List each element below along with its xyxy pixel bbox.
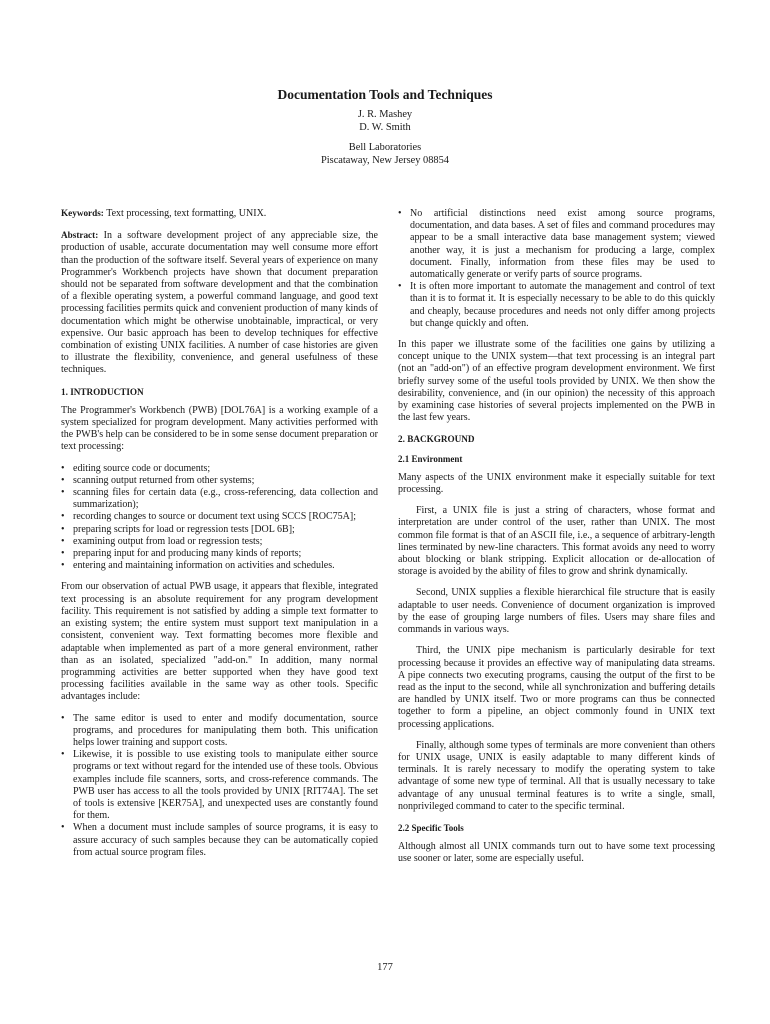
author-name: J. R. Mashey bbox=[357, 109, 413, 120]
right-column bbox=[398, 208, 715, 875]
list-item: • preparing input for and producing many kinds of reports; bbox=[61, 548, 378, 560]
subsection-heading-environment: 2.1 Environment bbox=[398, 453, 463, 464]
list-item: • editing source code or documents; bbox=[61, 463, 378, 475]
abstract-text: In a software development project of any appreciable size, the production of usable, accurate documentation may well consume more effort than the production of the software itself. Several years of experience on many Programmer's Workbench projects have shown that document preparation should not be separated from software development and that the combination of a flexible operating system, a powerful command language, and good text processing facilities permits quick and convenient production of many kinds of documentation which might be otherwise unobtainable, impractical, or very expensive. Our basic approach has been to develop techniques for effective combination of existing UNIX facilities. A number of case histories are given to illustrate the flexibility, convenience, and general usefulness of these techniques. bbox=[61, 230, 378, 376]
author-name: D. W. Smith bbox=[359, 121, 411, 133]
abstract-label: Abstract: bbox=[61, 230, 99, 241]
body-paragraph: Although almost all UNIX commands turn out to have some text processing use sooner or later, some are especially useful. bbox=[398, 841, 715, 865]
advantages-list-continued bbox=[398, 208, 715, 330]
activities-list bbox=[61, 463, 378, 573]
body-paragraph: Second, UNIX supplies a flexible hierarchical file structure that is easily adaptable to user needs. Convenience of document organization is improved by the ease of grouping large numbers of files. Users may share files and commands in various ways. bbox=[398, 587, 715, 636]
page-number: 177 bbox=[377, 962, 393, 973]
left-column bbox=[61, 207, 378, 868]
affiliation-line: Piscataway, New Jersey 08854 bbox=[320, 154, 450, 166]
list-item: • scanning files for certain data (e.g., cross-referencing, data collection and summarization); bbox=[61, 487, 378, 511]
list-item: • The same editor is used to enter and modify documentation, source programs, and procedures for manipulating them both. This unification helps lower training and support costs. bbox=[61, 713, 378, 750]
intro-paragraph: From our observation of actual PWB usage, it appears that flexible, integrated text processing is an absolute requirement for any program development facility. This requirement is not satisfied by adding a simple text formatter to an existing system; the entire system must support text manipulation in a consistent, convenient way. Text formatting becomes more flexible and adaptable when implemented as part of a more general environment, rather than as an isolated, specialized "add-on." In addition, many normal programming activities are better supported when they have good text processing facilities available in the same way as other tools. Specific advantages include: bbox=[61, 581, 378, 703]
list-item: • No artificial distinctions need exist among source programs, documentation, and data bases. A set of files and command procedures may appear to be a small interactive data base management system; viewed another way, it is just a mechanism for producing a large, complex document. Finally, information from these files may be used to automatically generate or verify parts of source programs. bbox=[398, 208, 715, 281]
author-block bbox=[0, 109, 770, 134]
list-item: • Likewise, it is possible to use existing tools to manipulate either source programs or text without regard for the intended use of these tools. Obvious examples include file scanners, sorts, and cross-reference commands. The PWB user has access to all the tools provided by UNIX [RIT74A]. The set of tools is extensive [KER75A], and unexpected uses are constantly found for them. bbox=[61, 749, 378, 822]
affiliation-block bbox=[0, 142, 770, 167]
subsection-heading-specific-tools: 2.2 Specific Tools bbox=[398, 822, 464, 833]
body-paragraph: Many aspects of the UNIX environment make it especially suitable for text processing. bbox=[398, 471, 715, 496]
list-item: • It is often more important to automate the management and control of text than it is to format it. It is especially necessary to be able to do this quickly and cheaply, because procedures and needs not only differ among projects but change quickly and often. bbox=[398, 281, 715, 330]
keywords-label: Keywords: bbox=[61, 208, 104, 218]
advantages-list bbox=[61, 713, 378, 859]
keywords bbox=[61, 207, 378, 220]
paper-title: Documentation Tools and Techniques bbox=[277, 87, 493, 102]
list-item: • scanning output returned from other systems; bbox=[61, 475, 378, 487]
list-item: • examining output from load or regression tests; bbox=[61, 536, 378, 548]
body-paragraph: First, a UNIX file is just a string of characters, whose format and interpretation are under control of the user, rather than UNIX. The most common file format is that of an ASCII file, i.e., a sequence of arbitrary-length lines terminated by new-line characters. This format avoids any need to worry about blocking or blank stripping. Explicit allocation or de-allocation of storage is avoided by the ability of files to grow and shrink dynamically. bbox=[398, 505, 715, 578]
section-heading-introduction: 1. INTRODUCTION bbox=[61, 386, 144, 397]
intro-paragraph: The Programmer's Workbench (PWB) [DOL76A] is a working example of a system specialized for program development. Many activities performed with the PWB's help can be considered to be in some sense document preparation or text processing: bbox=[61, 404, 378, 453]
keywords-text: Text processing, text formatting, UNIX. bbox=[106, 208, 267, 219]
affiliation-line: Bell Laboratories bbox=[348, 142, 422, 153]
list-item: • When a document must include samples of source programs, it is easy to assure accuracy of such samples because they can be automatically copied from actual source program files. bbox=[61, 822, 378, 859]
body-paragraph: In this paper we illustrate some of the facilities one gains by utilizing a concept unique to the UNIX system—that text processing is an integral part (not an "add-on") of an effective program development environment. We first briefly survey some of the useful tools provided by UNIX. We then show the desirability, convenience, and (in our opinion) the necessity of this approach by examining case histories of several projects implemented on the PWB in the last few years. bbox=[398, 339, 715, 424]
abstract bbox=[61, 229, 378, 376]
list-item: • recording changes to source or document text using SCCS [ROC75A]; bbox=[61, 511, 378, 523]
body-paragraph: Finally, although some types of terminals are more convenient than others for UNIX usage, UNIX is easily adaptable to many different kinds of terminals. It is rarely necessary to modify the operating system to take advantage of some new type of terminal. All that is usually necessary to take advantage of any unusual terminal features is to write a single, small, nonprivileged command to cater to the specific terminal. bbox=[398, 739, 715, 812]
list-item: • entering and maintaining information on activities and schedules. bbox=[61, 560, 378, 572]
list-item: • preparing scripts for load or regression tests [DOL 6B]; bbox=[61, 524, 378, 536]
section-heading-background: 2. BACKGROUND bbox=[398, 434, 475, 445]
body-paragraph: Third, the UNIX pipe mechanism is particularly desirable for text processing because it provides an effective way of manipulating data streams. A pipe connects two executing programs, causing the output of the first to be read as the input to the second, while all synchronization and buffering details are handled by UNIX itself. Two or more programs can thus be connected together to form a pipeline, an object commonly found in UNIX text processing applications. bbox=[398, 645, 715, 730]
